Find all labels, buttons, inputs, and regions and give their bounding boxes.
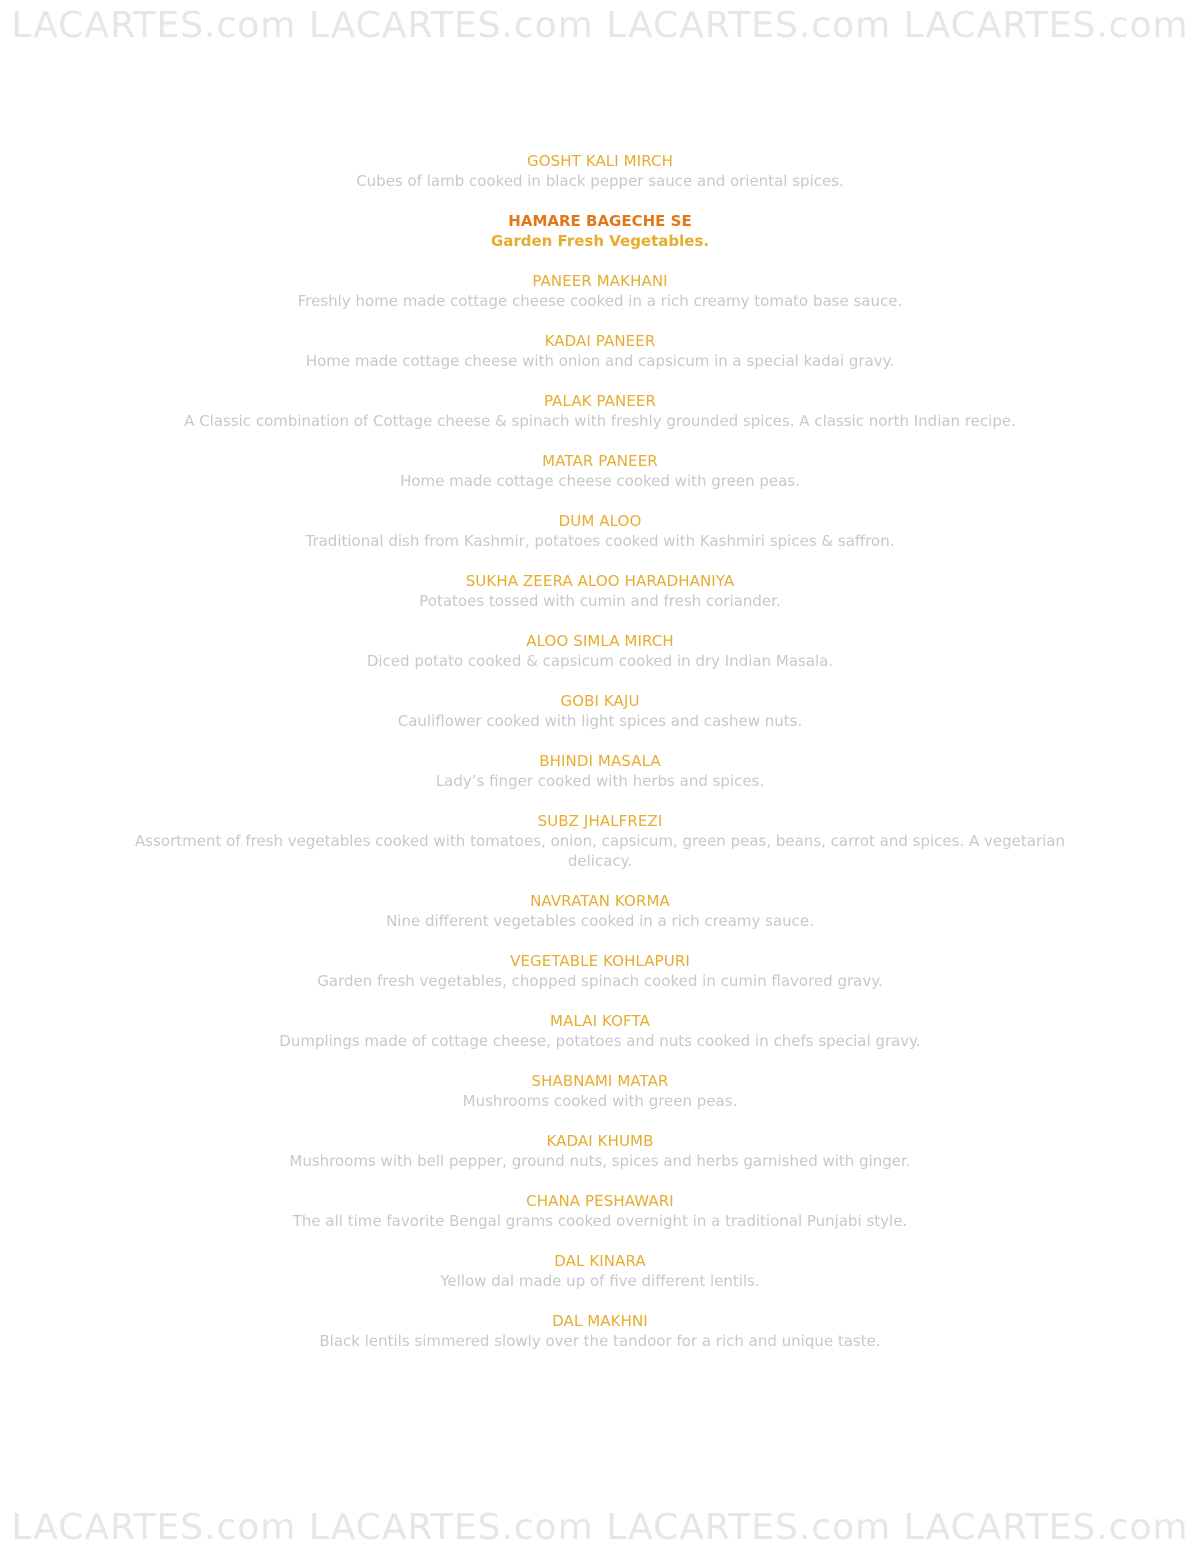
- menu-item: [130, 891, 1070, 931]
- menu-item: [130, 271, 1070, 311]
- menu-item-name: PANEER MAKHANI: [532, 272, 668, 290]
- section-title: HAMARE BAGECHE SE: [508, 212, 692, 230]
- menu-item-description: Freshly home made cottage cheese cooked in a rich creamy tomato base sauce.: [297, 292, 903, 310]
- menu-item-name: NAVRATAN KORMA: [530, 892, 670, 910]
- menu-item-name: KADAI KHUMB: [546, 1132, 654, 1150]
- menu-item-name: MATAR PANEER: [542, 452, 658, 470]
- menu-item: [130, 391, 1070, 431]
- menu-item-name: DAL MAKHNI: [552, 1312, 648, 1330]
- menu-item-description: The all time favorite Bengal grams cooked overnight in a traditional Punjabi style.: [292, 1212, 908, 1230]
- menu-page: [130, 151, 1070, 1371]
- menu-item-gosht-kali-mirch: [130, 151, 1070, 191]
- menu-item-name: ALOO SIMLA MIRCH: [526, 632, 674, 650]
- watermark-bottom: LACARTES.com LACARTES.com LACARTES.com LACARTES.com: [11, 1507, 1189, 1548]
- menu-item-name: KADAI PANEER: [544, 332, 656, 350]
- menu-item-description: Mushrooms with bell pepper, ground nuts, spices and herbs garnished with ginger.: [289, 1152, 911, 1170]
- menu-item: [130, 1191, 1070, 1231]
- menu-item-name: VEGETABLE KOHLAPURI: [510, 952, 690, 970]
- menu-item-description: Cubes of lamb cooked in black pepper sauce and oriental spices.: [356, 172, 844, 190]
- menu-item-description: Home made cottage cheese with onion and capsicum in a special kadai gravy.: [305, 352, 895, 370]
- menu-item-name: MALAI KOFTA: [550, 1012, 650, 1030]
- menu-item-description: Garden fresh vegetables, chopped spinach cooked in cumin flavored gravy.: [317, 972, 883, 990]
- menu-item-name: SHABNAMI MATAR: [531, 1072, 669, 1090]
- menu-item-description: Lady’s finger cooked with herbs and spices.: [435, 772, 765, 790]
- menu-item: [130, 631, 1070, 671]
- menu-item-description: Cauliflower cooked with light spices and cashew nuts.: [397, 712, 803, 730]
- menu-item-name: SUBZ JHALFREZI: [537, 812, 663, 830]
- menu-item: [130, 751, 1070, 791]
- watermark-top: LACARTES.com LACARTES.com LACARTES.com LACARTES.com: [11, 5, 1189, 46]
- menu-item-name: CHANA PESHAWARI: [526, 1192, 674, 1210]
- menu-item: [130, 1131, 1070, 1171]
- menu-item-description: Potatoes tossed with cumin and fresh coriander.: [419, 592, 781, 610]
- menu-item-description: Black lentils simmered slowly over the tandoor for a rich and unique taste.: [319, 1332, 881, 1350]
- menu-item: [130, 811, 1070, 871]
- menu-item: [130, 331, 1070, 371]
- menu-item-description: Diced potato cooked & capsicum cooked in dry Indian Masala.: [366, 652, 834, 670]
- menu-item-description: Yellow dal made up of five different lentils.: [440, 1272, 760, 1290]
- menu-item-description: Traditional dish from Kashmir, potatoes cooked with Kashmiri spices & saffron.: [305, 532, 895, 550]
- menu-item: [130, 1011, 1070, 1051]
- section-subtitle: Garden Fresh Vegetables.: [490, 232, 710, 250]
- menu-item: [130, 951, 1070, 991]
- menu-item-description: A Classic combination of Cottage cheese & spinach with freshly grounded spices. A classic north Indian recipe.: [184, 412, 1016, 430]
- menu-item-name: PALAK PANEER: [543, 392, 657, 410]
- menu-item-name: BHINDI MASALA: [539, 752, 661, 770]
- menu-item-name: DUM ALOO: [558, 512, 642, 530]
- menu-item-description: Dumplings made of cottage cheese, potatoes and nuts cooked in chefs special gravy.: [279, 1032, 921, 1050]
- menu-item: [130, 451, 1070, 491]
- menu-item-name: GOSHT KALI MIRCH: [527, 152, 673, 170]
- menu-item: [130, 1311, 1070, 1351]
- menu-item: [130, 511, 1070, 551]
- menu-item: [130, 1071, 1070, 1111]
- menu-item-description: Home made cottage cheese cooked with green peas.: [400, 472, 800, 490]
- menu-item: [130, 1251, 1070, 1291]
- menu-item: [130, 691, 1070, 731]
- menu-item-name: GOBI KAJU: [560, 692, 640, 710]
- menu-item-description: Assortment of fresh vegetables cooked with tomatoes, onion, capsicum, green peas, beans, carrot and spices. A vegetarian delicacy.: [135, 832, 1065, 870]
- menu-item-name: SUKHA ZEERA ALOO HARADHANIYA: [465, 572, 735, 590]
- menu-item-name: DAL KINARA: [554, 1252, 646, 1270]
- menu-item-description: Nine different vegetables cooked in a rich creamy sauce.: [386, 912, 814, 930]
- menu-item: [130, 571, 1070, 611]
- section-header: [130, 211, 1070, 251]
- menu-item-description: Mushrooms cooked with green peas.: [462, 1092, 738, 1110]
